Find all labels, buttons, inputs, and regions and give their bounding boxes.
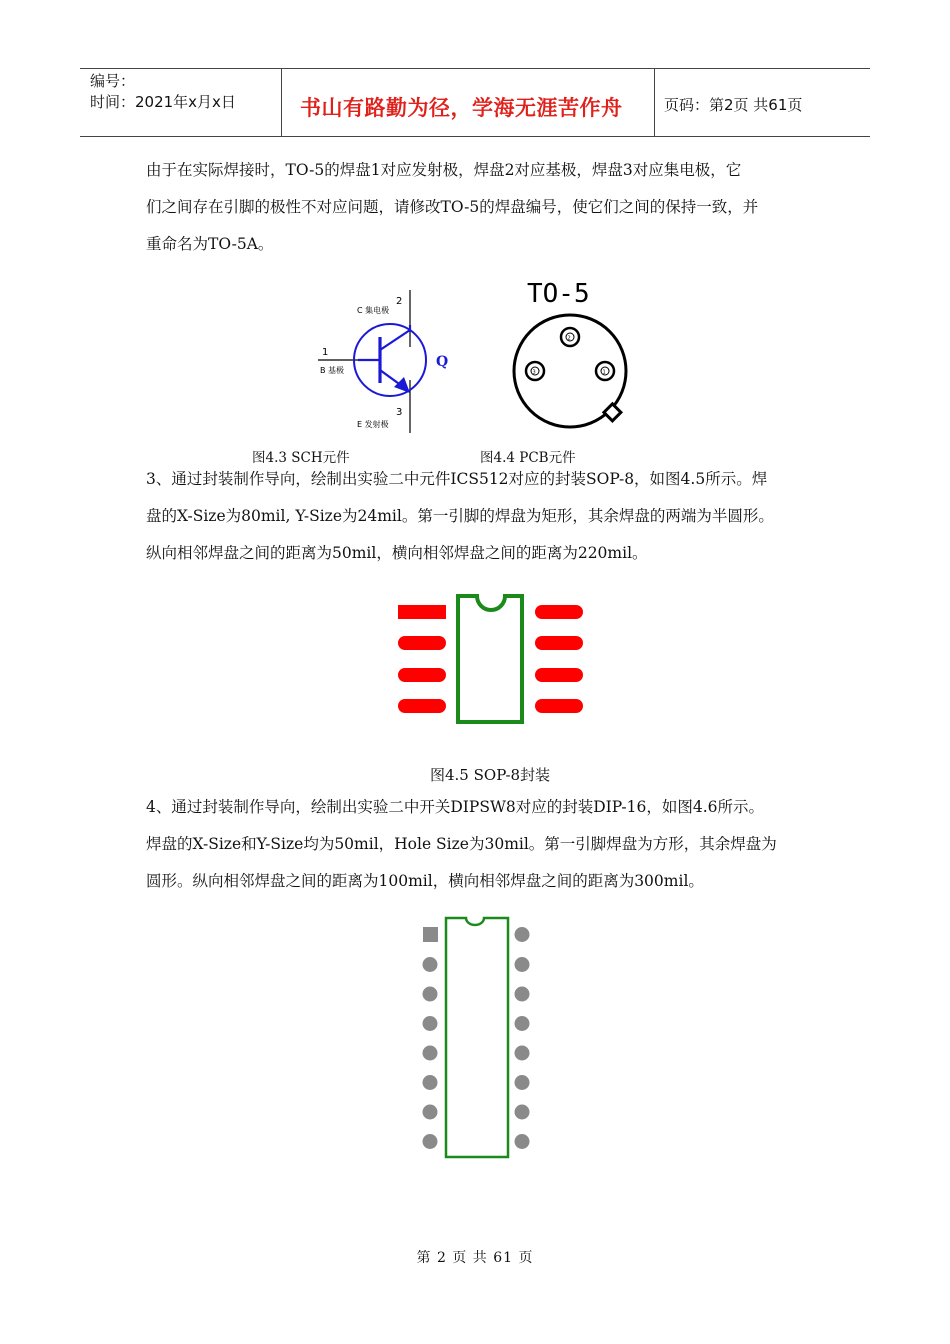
sop-pad-2 [398, 636, 446, 650]
figure-caption-sop8: 图4.5 SOP-8封装 [430, 766, 551, 784]
dip-pad-1-square [423, 927, 438, 942]
pad-1-label: 1 [602, 369, 606, 376]
pad-3-label: 3 [532, 369, 536, 376]
dip-body-outline [446, 918, 508, 1157]
dip16-footprint-figure [410, 912, 540, 1162]
pad-2-label: 2 [567, 335, 571, 342]
sop-pad-6 [535, 668, 583, 682]
sop-pad-5 [535, 699, 583, 713]
sop8-footprint-figure [390, 590, 590, 730]
pin3-label: E 发射极 [357, 420, 389, 429]
sop-pad-4 [398, 699, 446, 713]
figure-caption-pcb: 图4.4 PCB元件 [480, 450, 576, 466]
to5-title: TO-5 [527, 279, 590, 309]
paragraph-line: 圆形。纵向相邻焊盘之间的距离为100mil，横向相邻焊盘之间的距离为300mil。 [146, 872, 704, 890]
sch-transistor-figure [310, 285, 470, 435]
page-footer: 第 2 页 共 61 页 [416, 1250, 534, 1266]
header-divider-1 [281, 68, 282, 136]
paragraph-line: 由于在实际焊接时，TO-5的焊盘1对应发射极，焊盘2对应基极，焊盘3对应集电极，它 [146, 161, 742, 179]
dip-right-pads [515, 927, 530, 1149]
sop-body-outline [458, 596, 522, 722]
pin3-number: 3 [396, 407, 403, 418]
header-motto: 书山有路勤为径，学海无涯苦作舟 [300, 96, 623, 120]
header-top-border [80, 68, 870, 69]
pin2-number: 2 [396, 296, 403, 307]
pcb-to5-figure [505, 275, 645, 435]
paragraph-line: 4、通过封装制作导向，绘制出实验二中开关DIPSW8对应的封装DIP-16，如图4.6所示。 [146, 798, 764, 816]
pin2-label: C 集电极 [357, 306, 390, 315]
dip-left-pads [423, 957, 438, 1149]
sop-pad-1 [398, 605, 446, 619]
paragraph-line: 纵向相邻焊盘之间的距离为50mil，横向相邻焊盘之间的距离为220mil。 [146, 544, 648, 562]
sop-pad-3 [398, 668, 446, 682]
figure-caption-sch: 图4.3 SCH元件 [252, 450, 350, 466]
header-divider-2 [654, 68, 655, 136]
header-bottom-border [80, 136, 870, 137]
doc-date-label: 时间：2021年x月x日 [90, 93, 236, 111]
pin1-number: 1 [322, 347, 329, 358]
designator-label: Q [436, 354, 449, 370]
paragraph-line: 盘的X-Size为80mil, Y-Size为24mil。第一引脚的焊盘为矩形，其余焊盘的两端为半圆形。 [146, 507, 774, 525]
paragraph-line: 重命名为TO-5A。 [146, 235, 274, 253]
sop-pad-8 [535, 605, 583, 619]
paragraph-line: 们之间存在引脚的极性不对应问题，请修改TO-5的焊盘编号，使它们之间的保持一致，并 [146, 198, 759, 216]
paragraph-to5-renumber [146, 152, 826, 263]
paragraph-line: 焊盘的X-Size和Y-Size均为50mil，Hole Size为30mil。第一引脚焊盘为方形，其余焊盘为 [146, 835, 777, 853]
doc-number-label: 编号： [90, 72, 136, 90]
paragraph-dip16 [146, 789, 826, 900]
sop-pad-7 [535, 636, 583, 650]
paragraph-sop8 [146, 461, 826, 572]
paragraph-line: 3、通过封装制作导向，绘制出实验二中元件ICS512对应的封装SOP-8，如图4.5所示。焊 [146, 470, 768, 488]
header-page-label: 页码：第2页 共61页 [664, 96, 803, 114]
pin1-label: B 基极 [320, 366, 345, 375]
